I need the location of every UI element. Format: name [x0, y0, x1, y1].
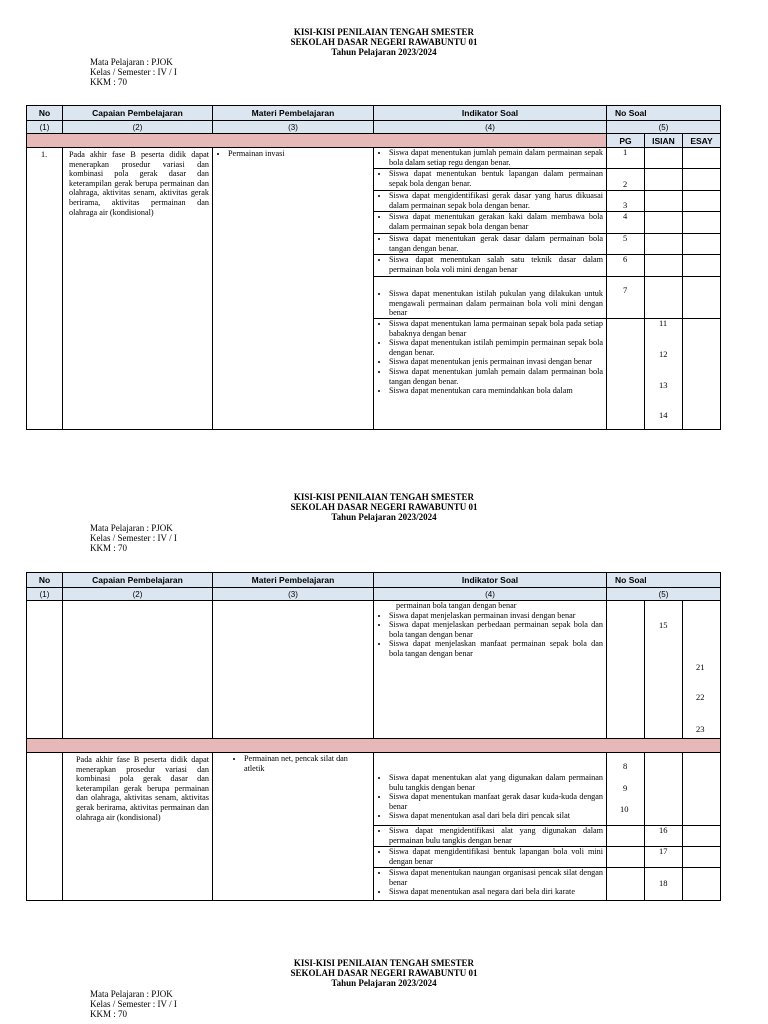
indikator-cell	[374, 868, 607, 901]
meta-kkm: KKM : 70	[90, 77, 128, 87]
indikator-cell	[374, 234, 607, 255]
col-no: No	[27, 573, 63, 588]
isian-num: 11	[659, 318, 668, 328]
pg-cell	[607, 319, 645, 430]
materi-cell	[213, 753, 374, 901]
indikator-cell	[374, 169, 607, 191]
sub-esay: ESAY	[683, 134, 721, 148]
doc-title-3	[0, 958, 768, 988]
table-row	[27, 753, 721, 826]
indikator-item: • Siswa dapat mengidentifikasi alat yang digunakan dalam permainan bulu tangkis dengan benar	[389, 826, 603, 845]
indikator-cell	[374, 847, 607, 868]
isian-num: 14	[659, 410, 668, 420]
indikator-cell	[374, 148, 607, 169]
esay-cell	[683, 753, 721, 826]
indikator-item: • Siswa dapat mengidentifikasi bentuk lapangan bola voli mini dengan benar	[389, 847, 603, 866]
isian-cell	[645, 148, 683, 169]
meta-class: Kelas / Semester : IV / I	[90, 999, 177, 1009]
indikator-item: • Siswa dapat menentukan cara memindahkan bola dalam	[389, 386, 603, 396]
indikator-item: • Siswa dapat menentukan gerakan kaki dalam membawa bola dalam permainan sepak bola dengan benar	[389, 212, 603, 231]
indikator-item: • Siswa dapat menentukan bentuk lapangan dalam permainan sepak bola dengan benar.	[389, 169, 603, 188]
col-indikator: Indikator Soal	[374, 106, 607, 121]
esay-cell	[683, 191, 721, 212]
band-fill	[27, 134, 607, 148]
meta-block-2	[90, 523, 177, 553]
indikator-cell	[374, 191, 607, 212]
materi-text: • Permainan invasi	[228, 149, 370, 159]
pg-num: 4	[607, 212, 645, 234]
no-cell	[27, 753, 63, 901]
pg-num: 3	[607, 191, 645, 212]
title-line-1: KISI-KISI PENILAIAN TENGAH SMESTER	[293, 958, 475, 968]
materi-cell	[213, 148, 374, 430]
num-1: (1)	[27, 588, 63, 601]
esay-cell	[683, 212, 721, 234]
title-line-1: KISI-KISI PENILAIAN TENGAH SMESTER	[293, 27, 475, 37]
indikator-cell	[374, 255, 607, 277]
num-5: (5)	[607, 121, 721, 134]
number-row	[27, 121, 721, 134]
indikator-cell	[374, 277, 607, 319]
materi-text: • Permainan net, pencak silat dan atletik	[244, 754, 370, 773]
esay-num: 21	[696, 662, 705, 672]
indikator-item: • Siswa dapat menentukan asal dari bela diri pencak silat	[389, 811, 603, 821]
cp-cell	[63, 601, 213, 739]
esay-num: 23	[696, 724, 705, 734]
esay-cell	[683, 148, 721, 169]
number-row	[27, 588, 721, 601]
meta-subject: Mata Pelajaran : PJOK	[90, 989, 173, 999]
num-3: (3)	[213, 588, 374, 601]
table-row	[27, 601, 721, 739]
indikator-cell	[374, 212, 607, 234]
isian-cell	[645, 753, 683, 826]
indikator-cell	[374, 753, 607, 826]
indikator-item: • Siswa dapat menentukan jumlah pemain dalam permainan bola tangan dengan benar.	[389, 367, 603, 386]
indikator-item: • Siswa dapat menentukan naungan organisasi pencak silat dengan benar	[389, 868, 603, 887]
pg-cell	[607, 826, 645, 847]
title-line-1: KISI-KISI PENILAIAN TENGAH SMESTER	[293, 492, 475, 502]
indikator-item: • Siswa dapat menentukan jumlah pemain dalam permainan sepak bola dalam setiap regu dengan benar.	[389, 148, 603, 167]
isian-cell	[645, 191, 683, 212]
indikator-cell	[374, 826, 607, 847]
indikator-continuation: permainan bola tangan dengan benar	[396, 601, 517, 610]
pg-num: 10	[620, 804, 629, 814]
isian-cell	[645, 255, 683, 277]
doc-title-2	[0, 492, 768, 522]
num-2: (2)	[63, 588, 213, 601]
indikator-item: • Siswa dapat menentukan manfaat gerak dasar kuda-kuda dengan benar	[389, 792, 603, 811]
capaian-text: Pada akhir fase B peserta didik dapat menerapkan prosedur variasi dan kombinasi pola gerak dasar dan keterampilan gerak berupa permainan dan olahraga, aktivitas senam, aktivitas gerak berirama, aktivitas permainan dan olahraga air (kondisional)	[63, 148, 213, 430]
pg-cell	[607, 601, 645, 739]
num-3: (3)	[213, 121, 374, 134]
meta-class: Kelas / Semester : IV / I	[90, 67, 177, 77]
row-number: 1.	[27, 148, 63, 430]
esay-cell	[683, 255, 721, 277]
table-row	[27, 148, 721, 169]
meta-kkm: KKM : 70	[90, 1009, 128, 1019]
isian-num: 13	[659, 380, 668, 390]
num-1: (1)	[27, 121, 63, 134]
meta-subject: Mata Pelajaran : PJOK	[90, 57, 173, 67]
pg-num: 5	[607, 234, 645, 255]
no-cell	[27, 601, 63, 739]
num-2: (2)	[63, 121, 213, 134]
meta-kkm: KKM : 70	[90, 543, 128, 553]
indikator-item: • Siswa dapat menentukan istilah pukulan yang dilakukan untuk mengawali permainan dalam permainan bola voli mini dengan benar	[389, 289, 603, 318]
indikator-item: • Siswa dapat menentukan salah satu teknik dasar dalam permainan bola voli mini dengan benar	[389, 255, 603, 274]
pg-num: 6	[607, 255, 645, 277]
indikator-item: • Siswa dapat menjelaskan perbedaan permainan sepak bola dan bola tangan dengan benar	[389, 620, 603, 639]
header-row	[27, 106, 721, 121]
meta-block-3	[90, 989, 177, 1019]
title-line-2: SEKOLAH DASAR NEGERI RAWABUNTU 01	[290, 968, 478, 978]
indikator-item: • Siswa dapat menjelaskan manfaat permainan sepak bola dan bola tangan dengan benar	[389, 639, 603, 658]
band-row	[27, 739, 721, 753]
kisi-table-1	[26, 105, 721, 430]
isian-num: 15	[645, 601, 683, 739]
indikator-item: • Siswa dapat menjelaskan permainan invasi dengan benar	[389, 611, 603, 621]
title-line-3: Tahun Pelajaran 2023/2024	[331, 978, 437, 988]
pg-num: 1	[607, 148, 645, 169]
indikator-cont-cell	[374, 601, 607, 739]
col-indikator: Indikator Soal	[374, 573, 607, 588]
isian-num: 12	[659, 349, 668, 359]
esay-cell	[683, 169, 721, 191]
esay-group-cell	[683, 601, 721, 739]
pg-num: 2	[607, 169, 645, 191]
num-4: (4)	[374, 121, 607, 134]
capaian-text: Pada akhir fase B peserta didik dapat menerapkan prosedur variasi dan kombinasi pola gerak dasar dan keterampilan gerak berupa permainan dan olahraga, aktivitas senam, aktivitas gerak berirama, aktivitas permainan dan olahraga air (kondisional)	[63, 753, 213, 901]
pg-group-cell	[607, 753, 645, 826]
num-4: (4)	[374, 588, 607, 601]
esay-cell	[683, 234, 721, 255]
col-cp: Capaian Pembelajaran	[63, 573, 213, 588]
indikator-item: • Siswa dapat menentukan istilah pemimpin permainan sepak bola dengan benar.	[389, 338, 603, 357]
band-row	[27, 134, 721, 148]
isian-num: 18	[645, 868, 683, 901]
indikator-group-cell	[374, 319, 607, 430]
esay-cell	[683, 319, 721, 430]
meta-block-1	[90, 57, 177, 87]
esay-num: 22	[696, 692, 705, 702]
col-nosoal: No Soal	[607, 106, 721, 121]
meta-class: Kelas / Semester : IV / I	[90, 533, 177, 543]
band-fill	[27, 739, 721, 753]
isian-cell	[645, 277, 683, 319]
title-line-3: Tahun Pelajaran 2023/2024	[331, 47, 437, 57]
col-cp: Capaian Pembelajaran	[63, 106, 213, 121]
esay-cell	[683, 868, 721, 901]
sub-isian: ISIAN	[645, 134, 683, 148]
indikator-item: • Siswa dapat menentukan alat yang digunakan dalam permainan bulu tangkis dengan benar	[389, 773, 603, 792]
isian-num: 17	[645, 847, 683, 868]
isian-cell	[645, 234, 683, 255]
indikator-item: • Siswa dapat menentukan jenis permainan invasi dengan benar	[389, 357, 603, 367]
title-line-2: SEKOLAH DASAR NEGERI RAWABUNTU 01	[290, 502, 478, 512]
esay-cell	[683, 277, 721, 319]
pg-cell	[607, 868, 645, 901]
sub-pg: PG	[607, 134, 645, 148]
esay-cell	[683, 826, 721, 847]
isian-cell	[645, 169, 683, 191]
title-line-2: SEKOLAH DASAR NEGERI RAWABUNTU 01	[290, 37, 478, 47]
esay-cell	[683, 847, 721, 868]
col-nosoal: No Soal	[607, 573, 721, 588]
isian-cell	[645, 212, 683, 234]
title-line-3: Tahun Pelajaran 2023/2024	[331, 512, 437, 522]
doc-title-1	[0, 27, 768, 57]
pg-num: 8	[623, 761, 628, 771]
pg-num: 9	[623, 783, 628, 793]
col-materi: Materi Pembelajaran	[213, 106, 374, 121]
indikator-item: • Siswa dapat menentukan gerak dasar dalam permainan bola tangan dengan benar.	[389, 234, 603, 253]
pg-cell	[607, 847, 645, 868]
kisi-table-2	[26, 572, 721, 901]
indikator-item: • Siswa dapat menentukan asal negara dari bela diri karate	[389, 887, 603, 897]
header-row	[27, 573, 721, 588]
col-no: No	[27, 106, 63, 121]
pg-num: 7	[607, 277, 645, 319]
isian-num: 16	[645, 826, 683, 847]
col-materi: Materi Pembelajaran	[213, 573, 374, 588]
indikator-item: • Siswa dapat menentukan lama permainan sepak bola pada setiap babaknya dengan benar	[389, 319, 603, 338]
materi-cell	[213, 601, 374, 739]
indikator-item: • Siswa dapat mengidentifikasi gerak dasar yang harus dikuasai dalam permainan sepak bola dengan benar.	[389, 191, 603, 210]
meta-subject: Mata Pelajaran : PJOK	[90, 523, 173, 533]
num-5: (5)	[607, 588, 721, 601]
isian-group-cell	[645, 319, 683, 430]
